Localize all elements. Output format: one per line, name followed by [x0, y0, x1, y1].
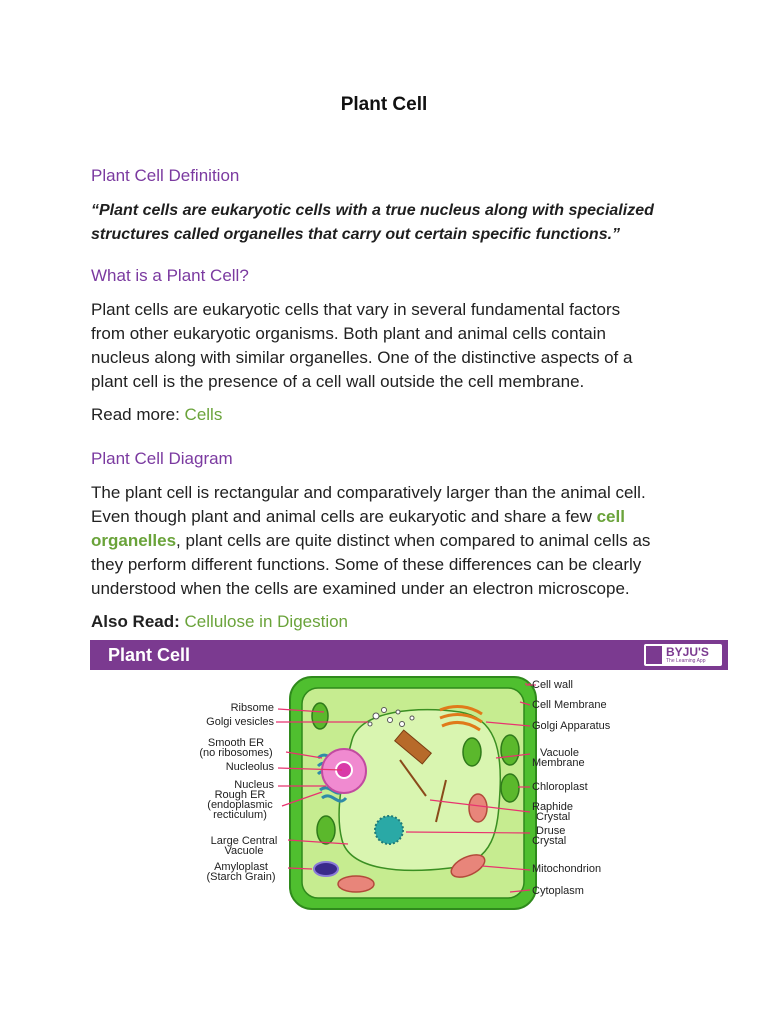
vacuole-shape: [339, 710, 500, 871]
paragraph-line: they perform different functions. Some of these differences can be clearly: [91, 555, 642, 574]
also-read-label: Also Read:: [91, 612, 185, 631]
label-rough-er-note: (endoplasmic: [207, 799, 273, 811]
label-starch-grain: (Starch Grain): [206, 871, 276, 883]
label-raphide-crystal: Raphide: [532, 801, 573, 813]
label-nucleus: Nucleus: [234, 779, 274, 791]
read-more-label: Read more:: [91, 405, 185, 424]
paragraph-line: The plant cell is rectangular and comparatively larger than the animal cell.: [91, 483, 646, 502]
amyloplast-shape: [314, 862, 338, 876]
label-golgi-vesicles: Golgi vesicles: [206, 716, 274, 728]
plant-cell-illustration: [90, 640, 728, 916]
label-nucleolus: Nucleolus: [225, 761, 274, 773]
figure-banner-title: Plant Cell: [108, 645, 191, 665]
paragraph-line: [91, 529, 691, 553]
label-cell-membrane: Cell Membrane: [532, 699, 607, 711]
label-cell-wall: Cell wall: [532, 679, 573, 691]
cellulose-link[interactable]: Cellulose in Digestion: [184, 612, 349, 631]
label-druse-crystal-2: Crystal: [532, 835, 567, 847]
also-read-line: [91, 610, 681, 634]
paragraph-line: understood when the cells are examined under an electron microscope.: [91, 579, 630, 598]
label-vacuole-membrane-2: Membrane: [532, 757, 585, 769]
label-mitochondrion: Mitochondrion: [532, 863, 602, 875]
label-large-central-vacuole: Large Central: [210, 835, 278, 847]
logo-text: BYJU'S: [666, 645, 709, 659]
diagram-heading: Plant Cell Diagram: [91, 449, 233, 468]
paragraph-line: plant cell is the presence of a cell wall outside the cell membrane.: [91, 372, 585, 391]
label-raphide-crystal-2: Crystal: [536, 811, 571, 823]
read-more-line: [91, 403, 681, 427]
paragraph-line: nucleus along with similar organelles. One of the distinctive aspects of a: [91, 348, 633, 367]
druse-crystal-shape: [375, 816, 403, 844]
page-title: Plant Cell: [340, 94, 428, 115]
label-ribosome: Ribsome: [230, 702, 274, 714]
label-druse-crystal: Druse: [536, 825, 566, 837]
label-rough-er: Rough ER: [214, 789, 266, 801]
quote-line: structures called organelles that carry out certain specific functions.”: [91, 226, 621, 243]
diagram-paragraph: [91, 481, 691, 601]
label-vacuole: Vacuole: [224, 845, 264, 857]
definition-heading: Plant Cell Definition: [91, 166, 240, 185]
paragraph-line: [91, 505, 691, 529]
label-rough-er-note-2: recticulum): [213, 809, 267, 821]
cell-organelles-link[interactable]: organelles: [91, 531, 177, 550]
label-smooth-er-note: (no ribosomes): [199, 747, 273, 759]
paragraph-text: , plant cells are quite distinct when compared to animal cells as: [176, 531, 651, 550]
label-vacuole-membrane: Vacuole: [540, 747, 579, 759]
plant-cell-figure: [90, 640, 728, 916]
label-chloroplast: Chloroplast: [532, 781, 588, 793]
what-heading: What is a Plant Cell?: [91, 266, 249, 285]
logo-subtext: The Learning App: [666, 658, 706, 664]
quote-line: “Plant cells are eukaryotic cells with a true nucleus along with specialized: [91, 202, 654, 219]
paragraph-line: Plant cells are eukaryotic cells that vary in several fundamental factors: [91, 300, 621, 319]
label-smooth-er: Smooth ER: [207, 737, 265, 749]
paragraph-line: from other eukaryotic organisms. Both plant and animal cells contain: [91, 324, 606, 343]
label-cytoplasm: Cytoplasm: [532, 885, 584, 897]
cells-link[interactable]: Cells: [184, 405, 223, 424]
what-paragraph: [91, 298, 681, 394]
definition-quote: [91, 199, 691, 247]
cell-organelles-link[interactable]: cell: [596, 507, 625, 526]
label-golgi-apparatus: Golgi Apparatus: [532, 720, 611, 732]
label-amyloplast: Amyloplast: [214, 861, 268, 873]
paragraph-text: Even though plant and animal cells are eukaryotic and share a few: [91, 507, 597, 526]
